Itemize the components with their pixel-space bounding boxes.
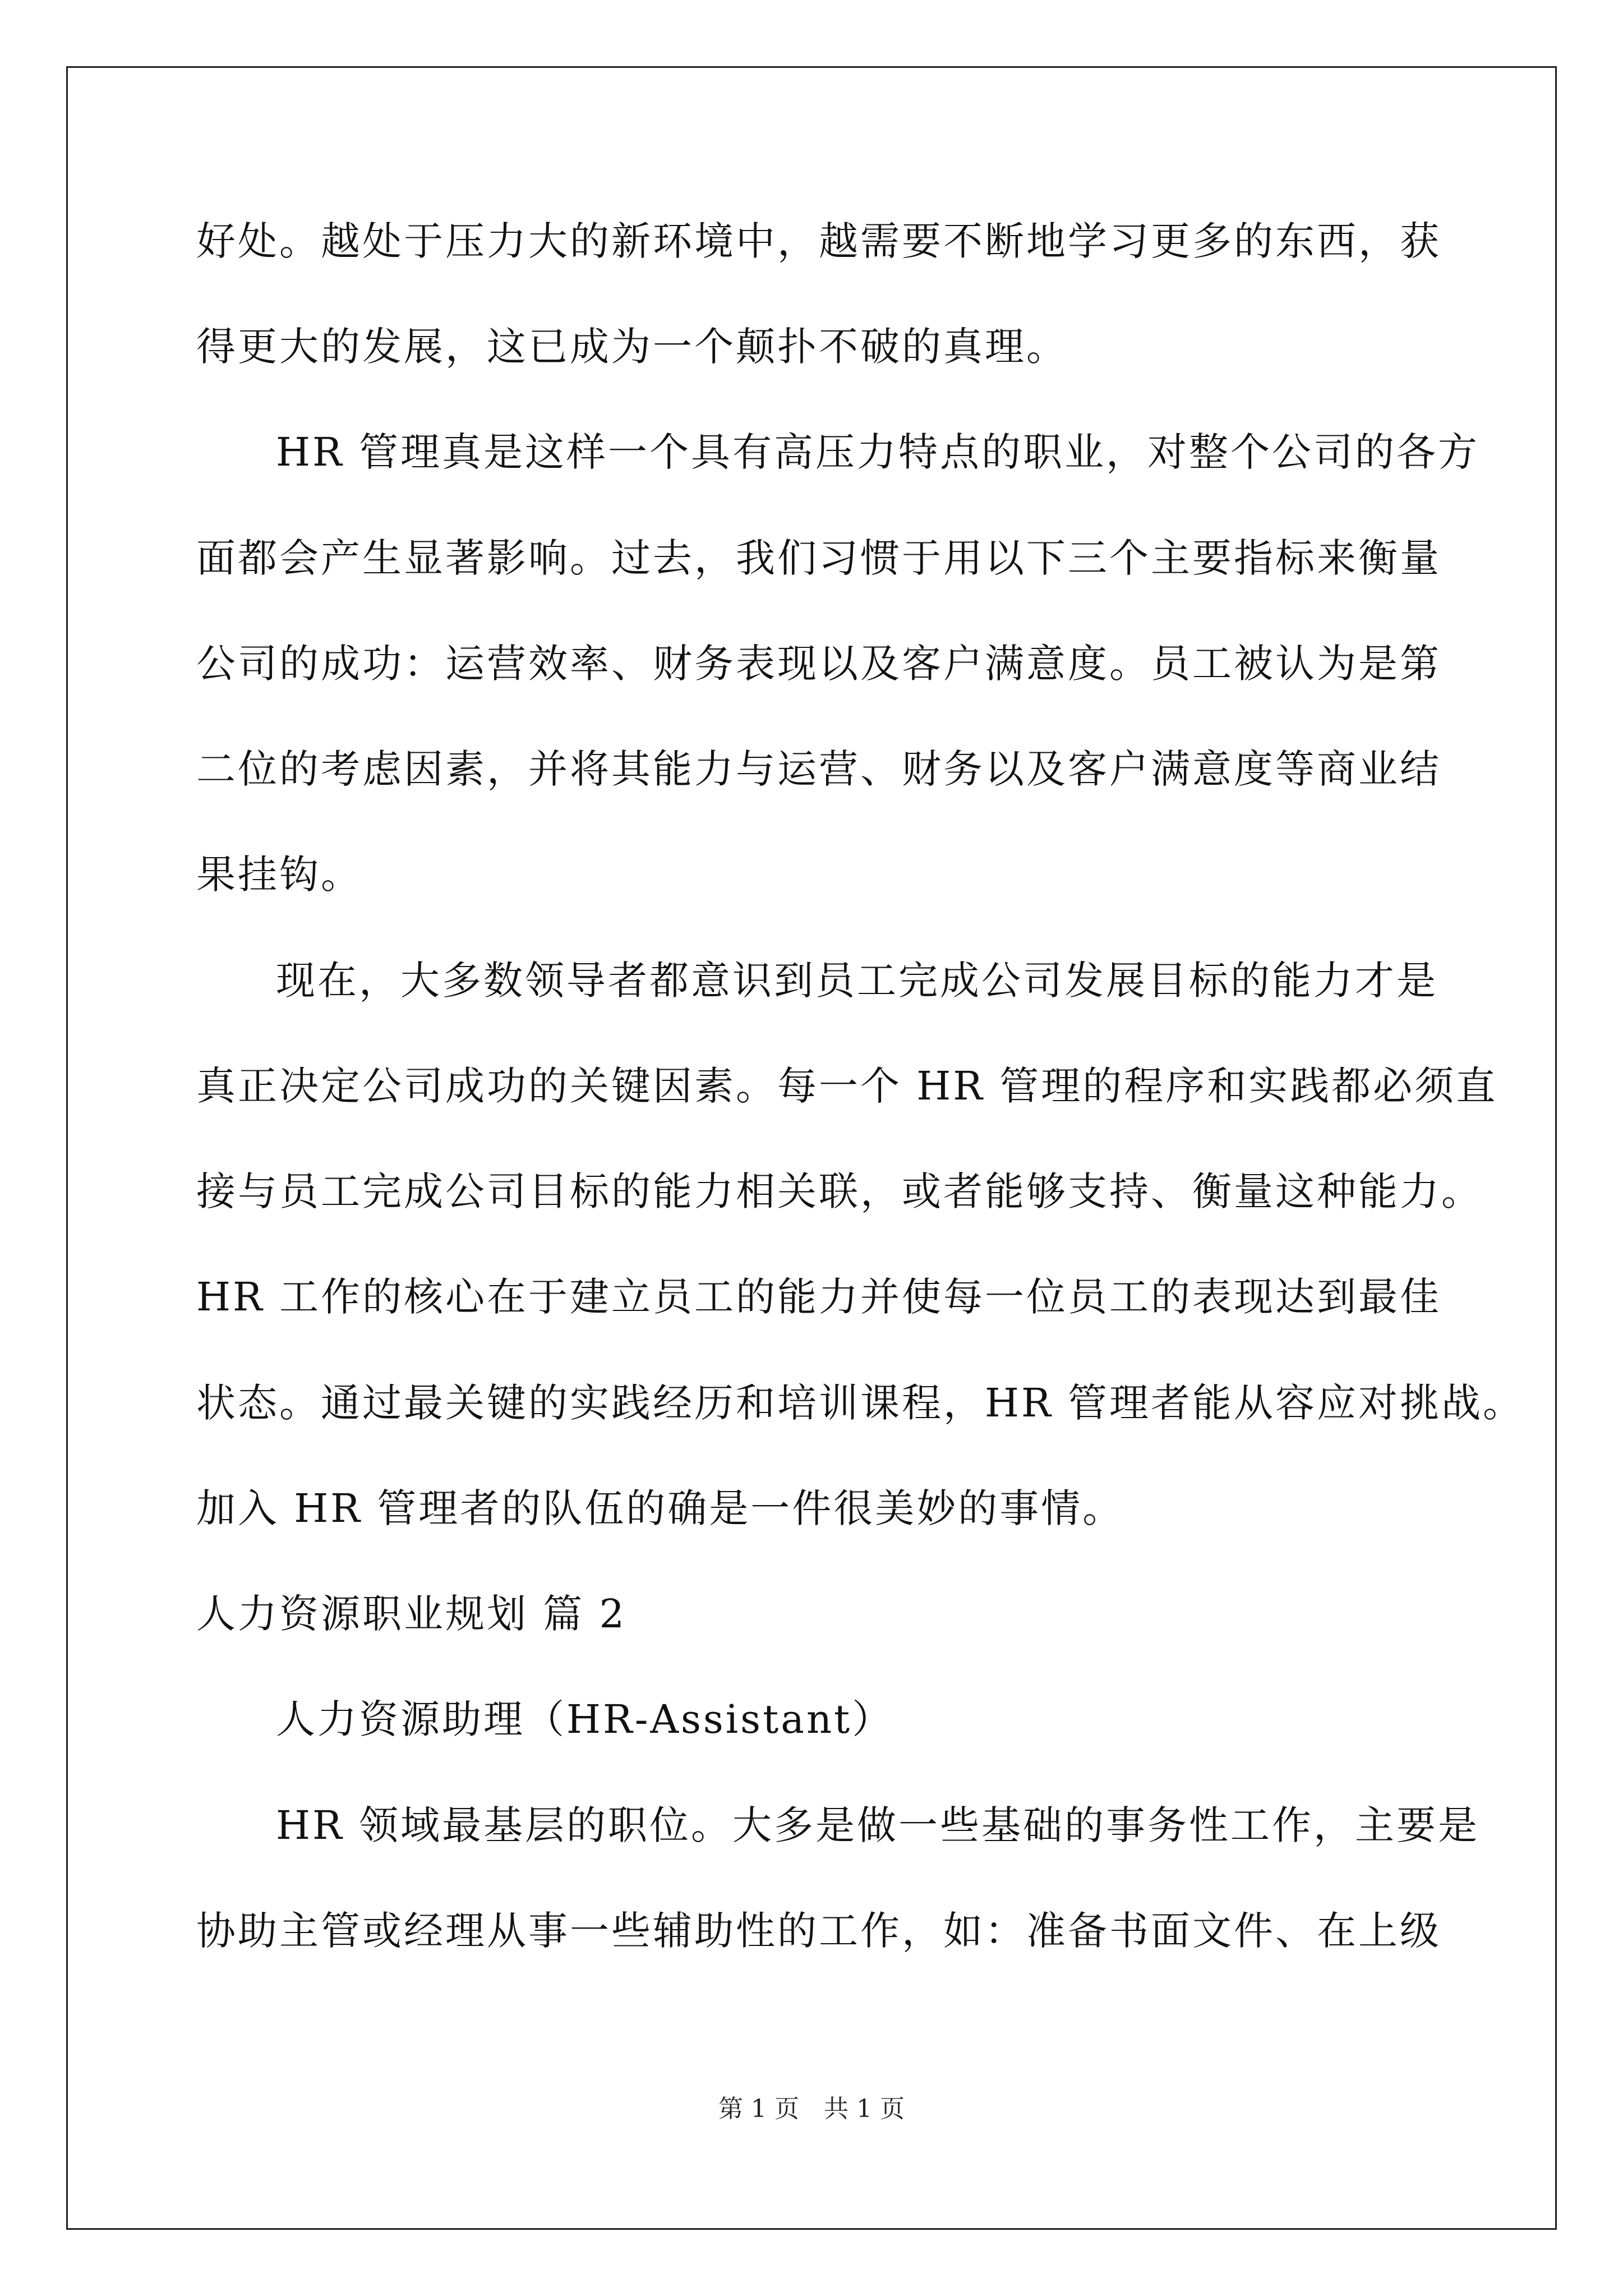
body-text-line: HR 工作的核心在于建立员工的能力并使每一位员工的表现达到最佳 xyxy=(196,1274,1441,1320)
body-text-line: 状态。通过最关键的实践经历和培训课程，HR 管理者能从容应对挑战。 xyxy=(196,1380,1524,1426)
body-text-line: 面都会产生显著影响。过去，我们习惯于用以下三个主要指标来衡量 xyxy=(196,535,1441,581)
body-text-line: 得更大的发展，这已成为一个颠扑不破的真理。 xyxy=(196,324,1068,370)
body-text-line: 真正决定公司成功的关键因素。每一个 HR 管理的程序和实践都必须直 xyxy=(196,1063,1498,1109)
body-text-line: 二位的考虑因素，并将其能力与运营、财务以及客户满意度等商业结 xyxy=(196,746,1441,792)
body-text-line: 接与员工完成公司目标的能力相关联，或者能够支持、衡量这种能力。 xyxy=(196,1168,1483,1214)
body-text-line: 公司的成功：运营效率、财务表现以及客户满意度。员工被认为是第 xyxy=(196,641,1441,687)
body-text-line: 果挂钩。 xyxy=(196,852,362,898)
body-text-line: 加入 HR 管理者的队伍的确是一件很美妙的事情。 xyxy=(196,1485,1124,1531)
subsection-heading: 人力资源助理（HR-Assistant） xyxy=(276,1696,894,1742)
body-text-line: 协助主管或经理从事一些辅助性的工作，如：准备书面文件、在上级 xyxy=(196,1908,1441,1954)
body-text-line: HR 管理真是这样一个具有高压力特点的职业，对整个公司的各方 xyxy=(276,429,1479,475)
page-footer: 第 1 页 共 1 页 xyxy=(718,2095,905,2123)
section-heading: 人力资源职业规划 篇 2 xyxy=(196,1591,627,1637)
body-text-line: HR 领域最基层的职位。大多是做一些基础的事务性工作，主要是 xyxy=(276,1802,1479,1848)
body-text-line: 现在，大多数领导者都意识到员工完成公司发展目标的能力才是 xyxy=(276,958,1438,1004)
body-text-line: 好处。越处于压力大的新环境中，越需要不断地学习更多的东西，获 xyxy=(196,218,1441,264)
